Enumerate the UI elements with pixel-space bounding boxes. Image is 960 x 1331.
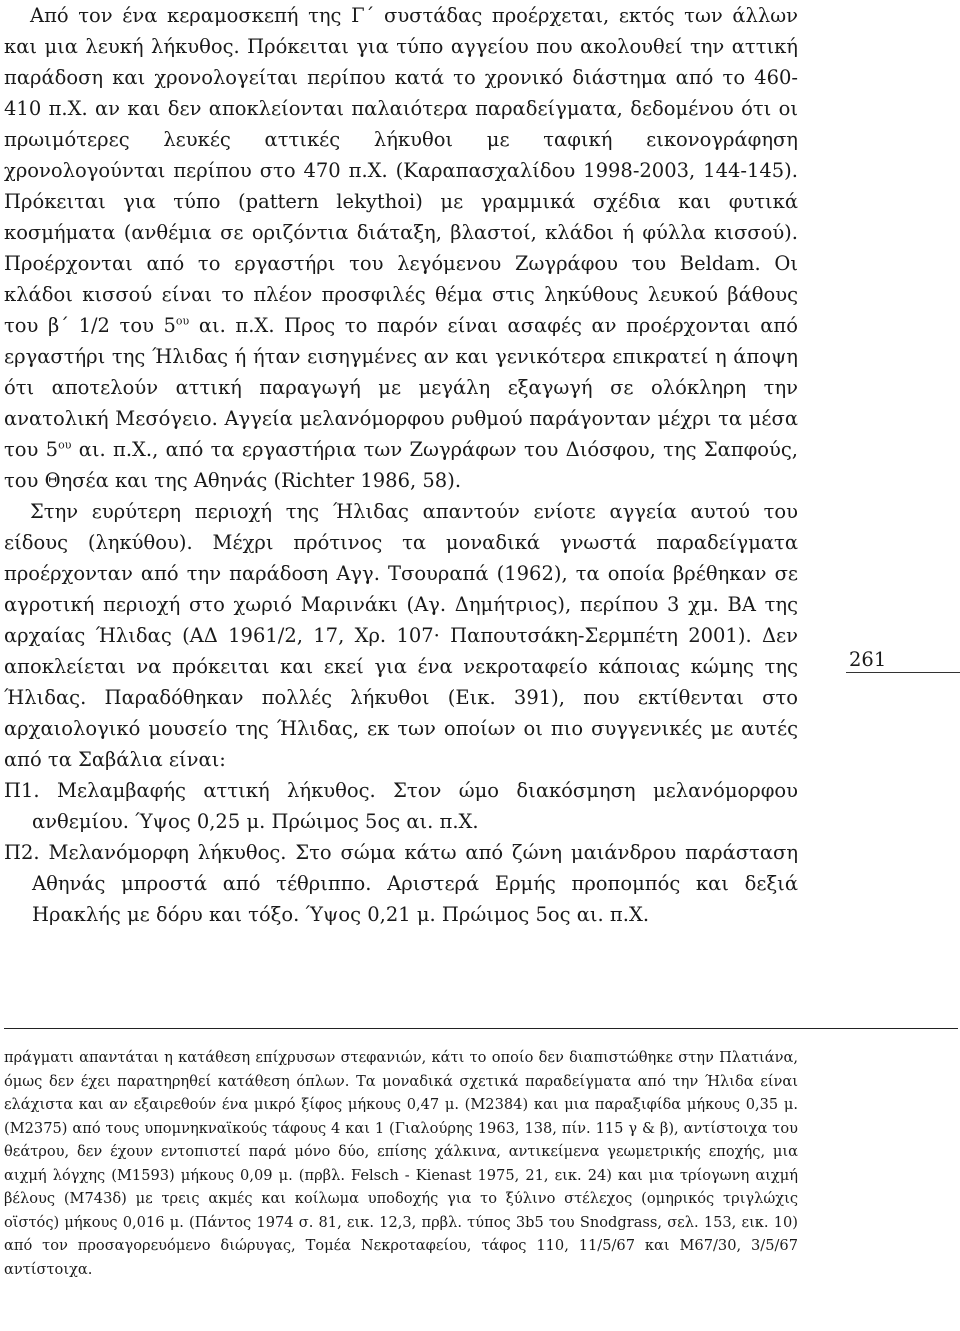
- superscript: ου: [175, 314, 190, 328]
- superscript: ου: [58, 438, 72, 452]
- main-text: [4, 0, 798, 930]
- list-item-p2: Π2. Μελανόμορφη λήκυθος. Στο σώμα κάτω από ζώνη μαιάνδρου παράσταση Αθηνάς μπροστά από τέθριππο. Αριστερά Ερμής προπομπός και δεξιά Ηρακλής με δόρυ και τόξο. Ύψος 0,21 μ. Πρώιμος 5ος αι. π.Χ.: [4, 841, 798, 926]
- list-item-p1: Π1. Μελαμβαφής αττική λήκυθος. Στον ώμο διακόσμηση μελανόμορφου ανθεμίου. Ύψος 0,25 μ. Πρώιμος 5ος αι. π.Χ.: [4, 779, 798, 833]
- paragraph-text: αι. π.Χ. Προς το παρόν είναι ασαφές αν προέρχονται από εργαστήρι της Ήλιδας ή ήταν εισηγμένες αν και γενικότερα επικρατεί η άποψη ότι αποτελούν αττική παραγωγή με μεγάλη εξαγωγή σε ολόκληρη την ανατολική Μεσόγειο. Αγγεία μελανόμορφου ρυθμού παράγονταν μέχρι τα μέσα του 5: [4, 314, 798, 461]
- paragraph-text: Από τον ένα κεραμοσκεπή της Γ΄ συστάδας προέρχεται, εκτός των άλλων και μια λευκή λήκυθος. Πρόκειται για τύπο αγγείου που ακολουθεί την αττική παράδοση και χρονολογείται περίπου κατά το χρονικό διάστημα από το 460-410 π.Χ. αν και δεν αποκλείονται παλαιότερα παραδείγματα, δεδομένου ότι οι πρωιμότερες λευκές αττικές λήκυθοι με ταφική εικονογράφηση χρονολογούνται περίπου στο 470 π.Χ. (Καραπασχαλίδου 1998-2003, 144-145). Πρόκειται για τύπο (pattern lekythoi) με γραμμικά σχέδια και φυτικά κοσμήματα (ανθέμια σε οριζόντια διάταξη, βλαστοί, κλάδοι ή φύλλα κισσού). Προέρχονται από το εργαστήρι του λεγόμενου Ζωγράφου του Beldam. Οι κλάδοι κισσού είναι το πλέον προσφιλές θέμα στις ληκύθους λευκού βάθους του β΄ 1/2 του 5: [4, 4, 798, 337]
- footnote-area: [4, 1046, 798, 1281]
- footnote-text: πράγματι απαντάται η κατάθεση επίχρυσων στεφανιών, κάτι το οποίο δεν διαπιστώθηκε στην Πλατιάνα, όμως δεν έχει παρατηρηθεί κατάθεση όπλων. Τα μοναδικά σχετικά παραδείγματα από την Ήλιδα είναι ελάχιστα και αν εξαιρεθούν ένα μικρό ξίφος μήκους 0,47 μ. (Μ2384) και μια παραξιφίδα μήκους 0,35 μ. (Μ2375) από τους υπομνηκναϊκούς τάφους 4 και 1 (Γιαλούρης 1963, 138, πίν. 115 γ & β), αντίστοιχα του θεάτρου, δεν έχουν εντοπιστεί παρά μόνο δύο, επίσης χάλκινα, αντικείμενα γεωμετρικής εποχής, μια αιχμή λόγχης (Μ1593) μήκους 0,09 μ. (πρβλ. Felsch - Kienast 1975, 21, εικ. 24) και μια τρίογωνη αιχμή βέλους (Μ743δ) με τρεις ακμές και κοίλωμα υποδοχής για το ξύλινο στέλεχος (ομηρικός τριγλώχις οϊστός) μήκους 0,016 μ. (Πάντος 1974 σ. 81, εικ. 12,3, πρβλ. τύπος 3b5 του Snodgrass, σελ. 153, εικ. 10) από τον προσαγορευόμενο διώρυγας, Τομέα Νεκροταφείου, τάφος 110, 11/5/67 και Μ67/30, 3/5/67 αντίστοιχα.: [4, 1049, 798, 1278]
- paragraph-elis: Στην ευρύτερη περιοχή της Ήλιδας απαντούν ενίοτε αγγεία αυτού του είδους (ληκύθου). Μέχρι πρότινος τα μοναδικά γνωστά παραδείγματα προέρχονταν από την παράδοση Αγγ. Τσουραπά (1962), τα οποία βρέθηκαν σε αγροτική περιοχή στο χωριό Μαρινάκι (Αγ. Δημήτριος), περίπου 3 χμ. ΒΑ της αρχαίας Ήλιδας (ΑΔ 1961/2, 17, Χρ. 107· Παπουτσάκη-Σερμπέτη 2001). Δεν αποκλείεται να πρόκειται και εκεί για ένα νεκροταφείο κάποιας κώμης της Ήλιδας. Παραδόθηκαν πολλές λήκυθοι (Εικ. 391), που εκτίθενται στο αρχαιολογικό μουσείο της Ήλιδας, εκ των οποίων οι πιο συγγενικές με αυτές από τα Σαβάλια είναι:: [4, 500, 798, 771]
- footnote-divider: [4, 1028, 958, 1029]
- page-number: 261: [846, 648, 960, 673]
- paragraph-lekythos: [4, 0, 798, 496]
- paragraph-text: αι. π.Χ., από τα εργαστήρια των Ζωγράφων του Διόσφου, της Σαπφούς, του Θησέα και της Αθηνάς (Richter 1986, 58).: [4, 438, 798, 492]
